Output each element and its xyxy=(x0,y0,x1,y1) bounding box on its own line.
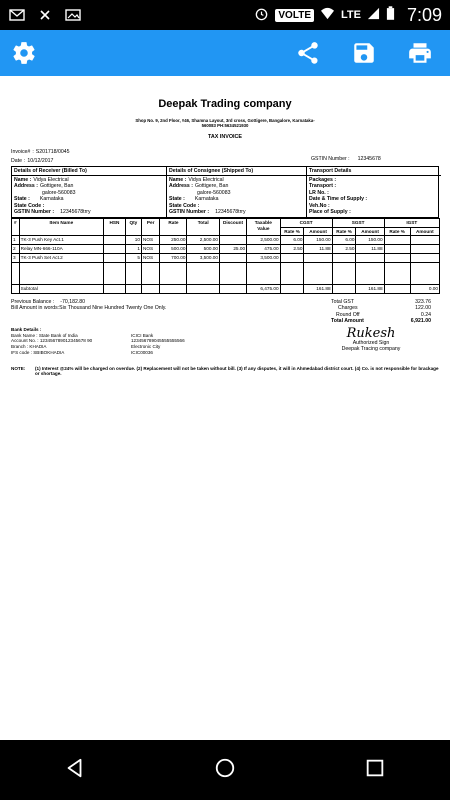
ifs-code-alt: ICIC00036 xyxy=(131,349,153,355)
notes xyxy=(11,366,439,377)
charges-label: Charges xyxy=(338,305,358,312)
col-sgst-amount: Amount xyxy=(356,227,384,236)
row-sgst-rate: 6.00 xyxy=(332,236,356,245)
consignee-state-code-label: State Code : xyxy=(169,202,200,209)
bank-name: Bank Name : State Bank of India xyxy=(11,332,78,338)
volte-badge: VOLTE xyxy=(275,9,314,22)
note-label: NOTE: xyxy=(11,365,26,371)
items-table xyxy=(11,218,440,294)
row-cgst-amount: 150.00 xyxy=(304,236,332,245)
subtotal-taxable: 6,475.00 xyxy=(247,285,281,294)
invoice-number-label: Invoice# xyxy=(11,149,31,156)
col-sgst: SGST xyxy=(332,218,384,227)
invoice-preview[interactable] xyxy=(0,76,450,740)
row-sgst-rate: 2.50 xyxy=(332,245,356,254)
col-sgst-rate: Rate % xyxy=(332,227,356,236)
col-item-name: Item Name xyxy=(19,218,104,236)
row-total: 500.00 xyxy=(187,245,220,254)
row-sgst-amount: 11.88 xyxy=(356,245,384,254)
authorized-sign-label: Authorized Sign xyxy=(352,339,390,346)
account-number-alt: 123456789045555555566 xyxy=(131,338,185,344)
row-cgst-amount xyxy=(304,254,332,263)
navigation-bar xyxy=(0,740,450,800)
save-icon[interactable] xyxy=(350,39,378,67)
row-sgst-amount xyxy=(356,254,384,263)
row-sgst-amount: 150.00 xyxy=(356,236,384,245)
consignee-address2: galore-560083 xyxy=(197,189,231,196)
receiver-state-code-label: State Code : xyxy=(14,202,45,209)
document-title: TAX INVOICE xyxy=(207,134,243,141)
party-details xyxy=(11,166,439,218)
row-item: TK-3 Push Set Act.2 xyxy=(19,254,104,263)
receiver-details xyxy=(12,167,167,217)
col-number: # xyxy=(12,218,20,236)
receiver-name-label: Name : xyxy=(14,176,32,183)
receiver-address-label: Address : xyxy=(14,183,38,190)
total-gst-label: Total GST xyxy=(331,298,355,305)
consignee-address-label: Address : xyxy=(169,183,193,190)
row-igst-amount xyxy=(410,254,439,263)
print-icon[interactable] xyxy=(406,39,434,67)
row-qty: 10 xyxy=(125,236,141,245)
row-cgst-rate: 2.50 xyxy=(280,245,304,254)
row-rate: 500.00 xyxy=(160,245,187,254)
row-discount: 25.00 xyxy=(219,245,246,254)
row-igst-amount xyxy=(410,236,439,245)
row-total: 3,500.00 xyxy=(187,254,220,263)
battery-icon xyxy=(386,6,395,24)
col-igst-amount: Amount xyxy=(410,227,439,236)
col-cgst-rate: Rate % xyxy=(280,227,304,236)
row-hsn xyxy=(104,254,126,263)
subtotal-igst: 0.00 xyxy=(410,285,439,294)
consignee-address1: Gottigere, Ban xyxy=(194,183,229,190)
invoice-meta: Invoice# : S201718/0045 Date : 10/12/2017 GSTIN Number : 12345678 xyxy=(11,149,381,164)
totals-box xyxy=(311,299,431,325)
col-taxable: Taxable Value xyxy=(247,218,281,236)
date-label: Date xyxy=(11,157,22,164)
row-taxable: 475.00 xyxy=(247,245,281,254)
row-igst-rate xyxy=(384,245,410,254)
row-sgst-rate xyxy=(332,254,356,263)
app-toolbar xyxy=(0,30,450,76)
invoice-page xyxy=(11,98,439,377)
previous-balance: -70,182.80 xyxy=(60,298,86,305)
round-off-label: Round Off xyxy=(336,311,360,318)
alarm-icon xyxy=(254,6,269,24)
consignee-title: Details of Consignee (Shipped To) xyxy=(167,168,306,176)
signal-icon xyxy=(367,7,380,23)
close-notification-icon xyxy=(36,8,54,22)
col-hsn: HSN xyxy=(104,218,126,236)
row-igst-amount xyxy=(410,245,439,254)
col-total: Total xyxy=(187,218,220,236)
gear-icon[interactable] xyxy=(10,39,38,67)
signature-block xyxy=(311,327,431,356)
ifs-code: IFS code : SBIBOKHADIA xyxy=(11,349,65,355)
branch-alt: Electronic City xyxy=(131,344,161,350)
row-qty: 5 xyxy=(125,254,141,263)
row-per: NOS xyxy=(142,245,160,254)
back-icon[interactable] xyxy=(64,757,86,784)
row-per: NOS xyxy=(142,254,160,263)
transport-details xyxy=(307,167,441,217)
recents-icon[interactable] xyxy=(364,757,386,784)
bank-and-sign xyxy=(11,327,439,356)
row-qty: 1 xyxy=(125,245,141,254)
bank-title: Bank Details : xyxy=(11,326,42,332)
bank-name-alt: ICICI Bank xyxy=(131,332,154,338)
receiver-title: Details of Receiver (Billed To) xyxy=(12,168,166,176)
row-cgst-rate xyxy=(280,254,304,263)
company-address: Shop No. 9, 2nd Floor, #46, Shamna Layout, 3rd cross, Gottigere, Bangalore, Karnataka-560083 PH:5634521930 xyxy=(135,117,315,129)
previous-balance-label: Previous Balance : xyxy=(11,298,55,305)
row-discount xyxy=(219,236,246,245)
image-icon xyxy=(64,8,82,22)
share-icon[interactable] xyxy=(294,39,322,67)
gstin-value: 12345678 xyxy=(357,156,381,163)
gstin-label: GSTIN Number : xyxy=(311,156,350,163)
message-icon xyxy=(8,8,26,22)
col-rate: Rate xyxy=(160,218,187,236)
transport-lr-no: LR No. : xyxy=(309,189,329,196)
row-item: TK-3 Push Key Act.1 xyxy=(19,236,104,245)
row-item: Relay MN-666-110A xyxy=(19,245,104,254)
total-amount-value: 6,921.00 xyxy=(410,318,431,325)
summary-section xyxy=(11,299,439,325)
row-taxable: 2,500.00 xyxy=(247,236,281,245)
row-number: 2 xyxy=(12,245,20,254)
sign-company: Deepak Tracing company xyxy=(341,346,401,353)
row-igst-rate xyxy=(384,254,410,263)
col-qty: Qty xyxy=(125,218,141,236)
transport-transport: Transport : xyxy=(309,183,337,190)
subtotal-label: Subtotal xyxy=(19,285,104,294)
total-amount-label: Total Amount xyxy=(331,318,364,325)
home-icon[interactable] xyxy=(214,757,236,784)
consignee-state: Karnataka xyxy=(194,196,219,203)
col-cgst: CGST xyxy=(280,218,332,227)
charges-value: 122.00 xyxy=(415,305,431,312)
subtotal-sgst: 161.88 xyxy=(356,285,384,294)
clock: 7:09 xyxy=(406,4,442,25)
round-off-value: 0.24 xyxy=(420,311,431,318)
consignee-state-label: State : xyxy=(169,196,185,203)
transport-veh-no: Veh.No : xyxy=(309,202,330,209)
row-number: 3 xyxy=(12,254,20,263)
row-hsn xyxy=(104,236,126,245)
row-rate: 250.00 xyxy=(160,236,187,245)
company-name: Deepak Trading company xyxy=(158,98,292,110)
row-per: NOS xyxy=(142,236,160,245)
branch: Branch : KHADIA xyxy=(11,344,47,350)
status-bar xyxy=(0,0,450,30)
consignee-name-label: Name : xyxy=(169,176,187,183)
total-gst-value: 323.76 xyxy=(415,298,431,305)
subtotal-cgst: 161.88 xyxy=(304,285,332,294)
table-row xyxy=(12,245,440,254)
transport-title: Transport Details xyxy=(307,168,441,176)
col-discount: Discount xyxy=(219,218,246,236)
signature: Rukesh xyxy=(346,325,396,341)
transport-packages: Packages : xyxy=(309,176,337,183)
row-rate: 700.00 xyxy=(160,254,187,263)
row-hsn xyxy=(104,245,126,254)
account-number: Account No. : 123456789012345678 90 xyxy=(11,338,93,344)
amount-in-words: Bill Amount in words:Six Thousand Nine Hundred Twenty One Only. xyxy=(11,305,167,312)
row-discount xyxy=(219,254,246,263)
col-igst-rate: Rate % xyxy=(384,227,410,236)
row-taxable: 3,500.00 xyxy=(247,254,281,263)
wifi-icon xyxy=(320,7,335,23)
subtotal-row xyxy=(12,285,440,294)
row-cgst-rate: 6.00 xyxy=(280,236,304,245)
receiver-gstin: 12345678trry xyxy=(60,209,91,216)
table-header-row xyxy=(12,218,440,227)
note-text: (1) Interest @24% will be charged on overdue. (2) Replacement will not be taken without bill. (3) If any disputes, it will in Ahmedabad district court. (4) Co. is not responsible for brackage or shortage. xyxy=(35,365,439,377)
col-igst: IGST xyxy=(384,218,439,227)
table-row xyxy=(12,254,440,263)
receiver-address1: Gottigere, Ban xyxy=(39,183,74,190)
table-filler-row xyxy=(12,263,440,285)
network-type: LTE xyxy=(340,9,361,21)
row-number: 1 xyxy=(12,236,20,245)
col-cgst-amount: Amount xyxy=(304,227,332,236)
col-per: Per xyxy=(142,218,160,236)
transport-date-time: Date & Time of Supply : xyxy=(309,196,368,203)
row-igst-rate xyxy=(384,236,410,245)
consignee-details xyxy=(167,167,307,217)
receiver-gstin-label: GSTIN Number : xyxy=(14,209,55,216)
row-total: 2,500.00 xyxy=(187,236,220,245)
consignee-gstin: 12345678trry xyxy=(215,209,246,216)
row-cgst-amount: 11.88 xyxy=(304,245,332,254)
invoice-number: S201718/0045 xyxy=(35,149,70,156)
table-row xyxy=(12,236,440,245)
receiver-state-label: State : xyxy=(14,196,30,203)
consignee-name: Vidya Electrical xyxy=(188,176,224,183)
consignee-gstin-label: GSTIN Number : xyxy=(169,209,210,216)
bank-details xyxy=(11,327,311,356)
receiver-address2: galore-560083 xyxy=(42,189,76,196)
transport-place: Place of Supply : xyxy=(309,209,351,216)
receiver-name: Vidya Electrical xyxy=(33,176,69,183)
receiver-state: Karnataka xyxy=(39,196,64,203)
invoice-date: 10/12/2017 xyxy=(27,157,54,164)
